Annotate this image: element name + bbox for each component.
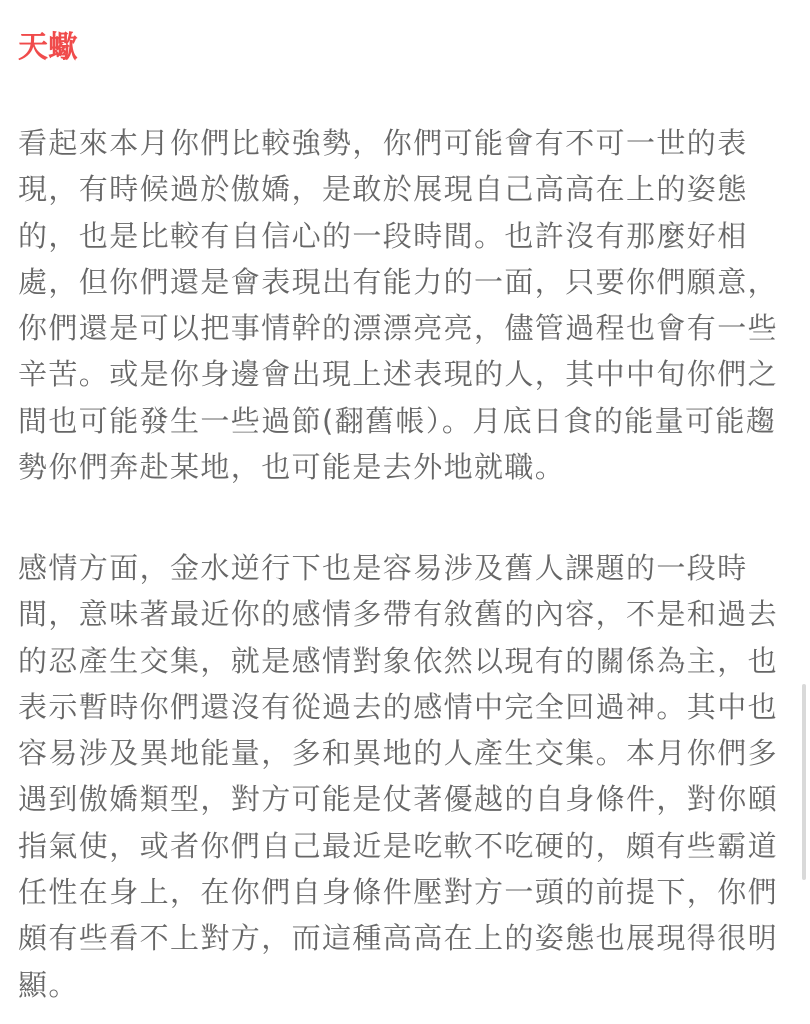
page-title: 天蠍 [18,30,78,65]
paragraph-love [18,545,803,1008]
paragraph-line: 顯。 [18,967,79,1002]
paragraph-line: 表示暫時你們還沒有從過去的感情中完全回過神。其中也 [18,689,779,724]
paragraph-line: 辛苦。或是你身邊會出現上述表現的人，其中中旬你們之 [18,357,779,392]
vertical-scrollbar[interactable] [802,684,806,880]
paragraph-line: 指氣使，或者你們自己最近是吃軟不吃硬的，頗有些霸道 [18,828,779,863]
paragraph-line: 間，意味著最近你的感情多帶有敘舊的內容，不是和過去 [18,597,779,632]
paragraph-line: 看起來本月你們比較強勢，你們可能會有不可一世的表 [18,126,748,160]
paragraph-line: 你們還是可以把事情幹的漂漂亮亮，儘管過程也會有一些 [18,311,779,346]
paragraph-line: 間也可能發生一些過節(翻舊帳）。月底日食的能量可能趨 [18,403,777,438]
paragraph-line: 勢你們奔赴某地，也可能是去外地就職。 [18,450,566,485]
paragraph-line: 任性在身上，在你們自身條件壓對方一頭的前提下，你們 [18,875,779,910]
paragraph-line: 遇到傲嬌類型，對方可能是仗著優越的自身條件，對你頤 [18,782,779,817]
paragraph-line: 頗有些看不上對方，而這種高高在上的姿態也展現得很明 [18,921,779,956]
paragraph-line: 的，也是比較有自信心的一段時間。也許沒有那麼好相 [18,218,748,253]
paragraph-career [18,120,803,490]
paragraph-line: 處，但你們還是會表現出有能力的一面，只要你們願意， [18,264,779,299]
paragraph-line: 容易涉及異地能量，多和異地的人產生交集。本月你們多 [18,736,779,771]
paragraph-line: 感情方面，金水逆行下也是容易涉及舊人課題的一段時 [18,551,748,585]
paragraph-line: 的忍產生交集，就是感情對象依然以現有的關係為主，也 [18,643,779,678]
paragraph-line: 現，有時候過於傲嬌，是敢於展現自己高高在上的姿態 [18,172,748,207]
